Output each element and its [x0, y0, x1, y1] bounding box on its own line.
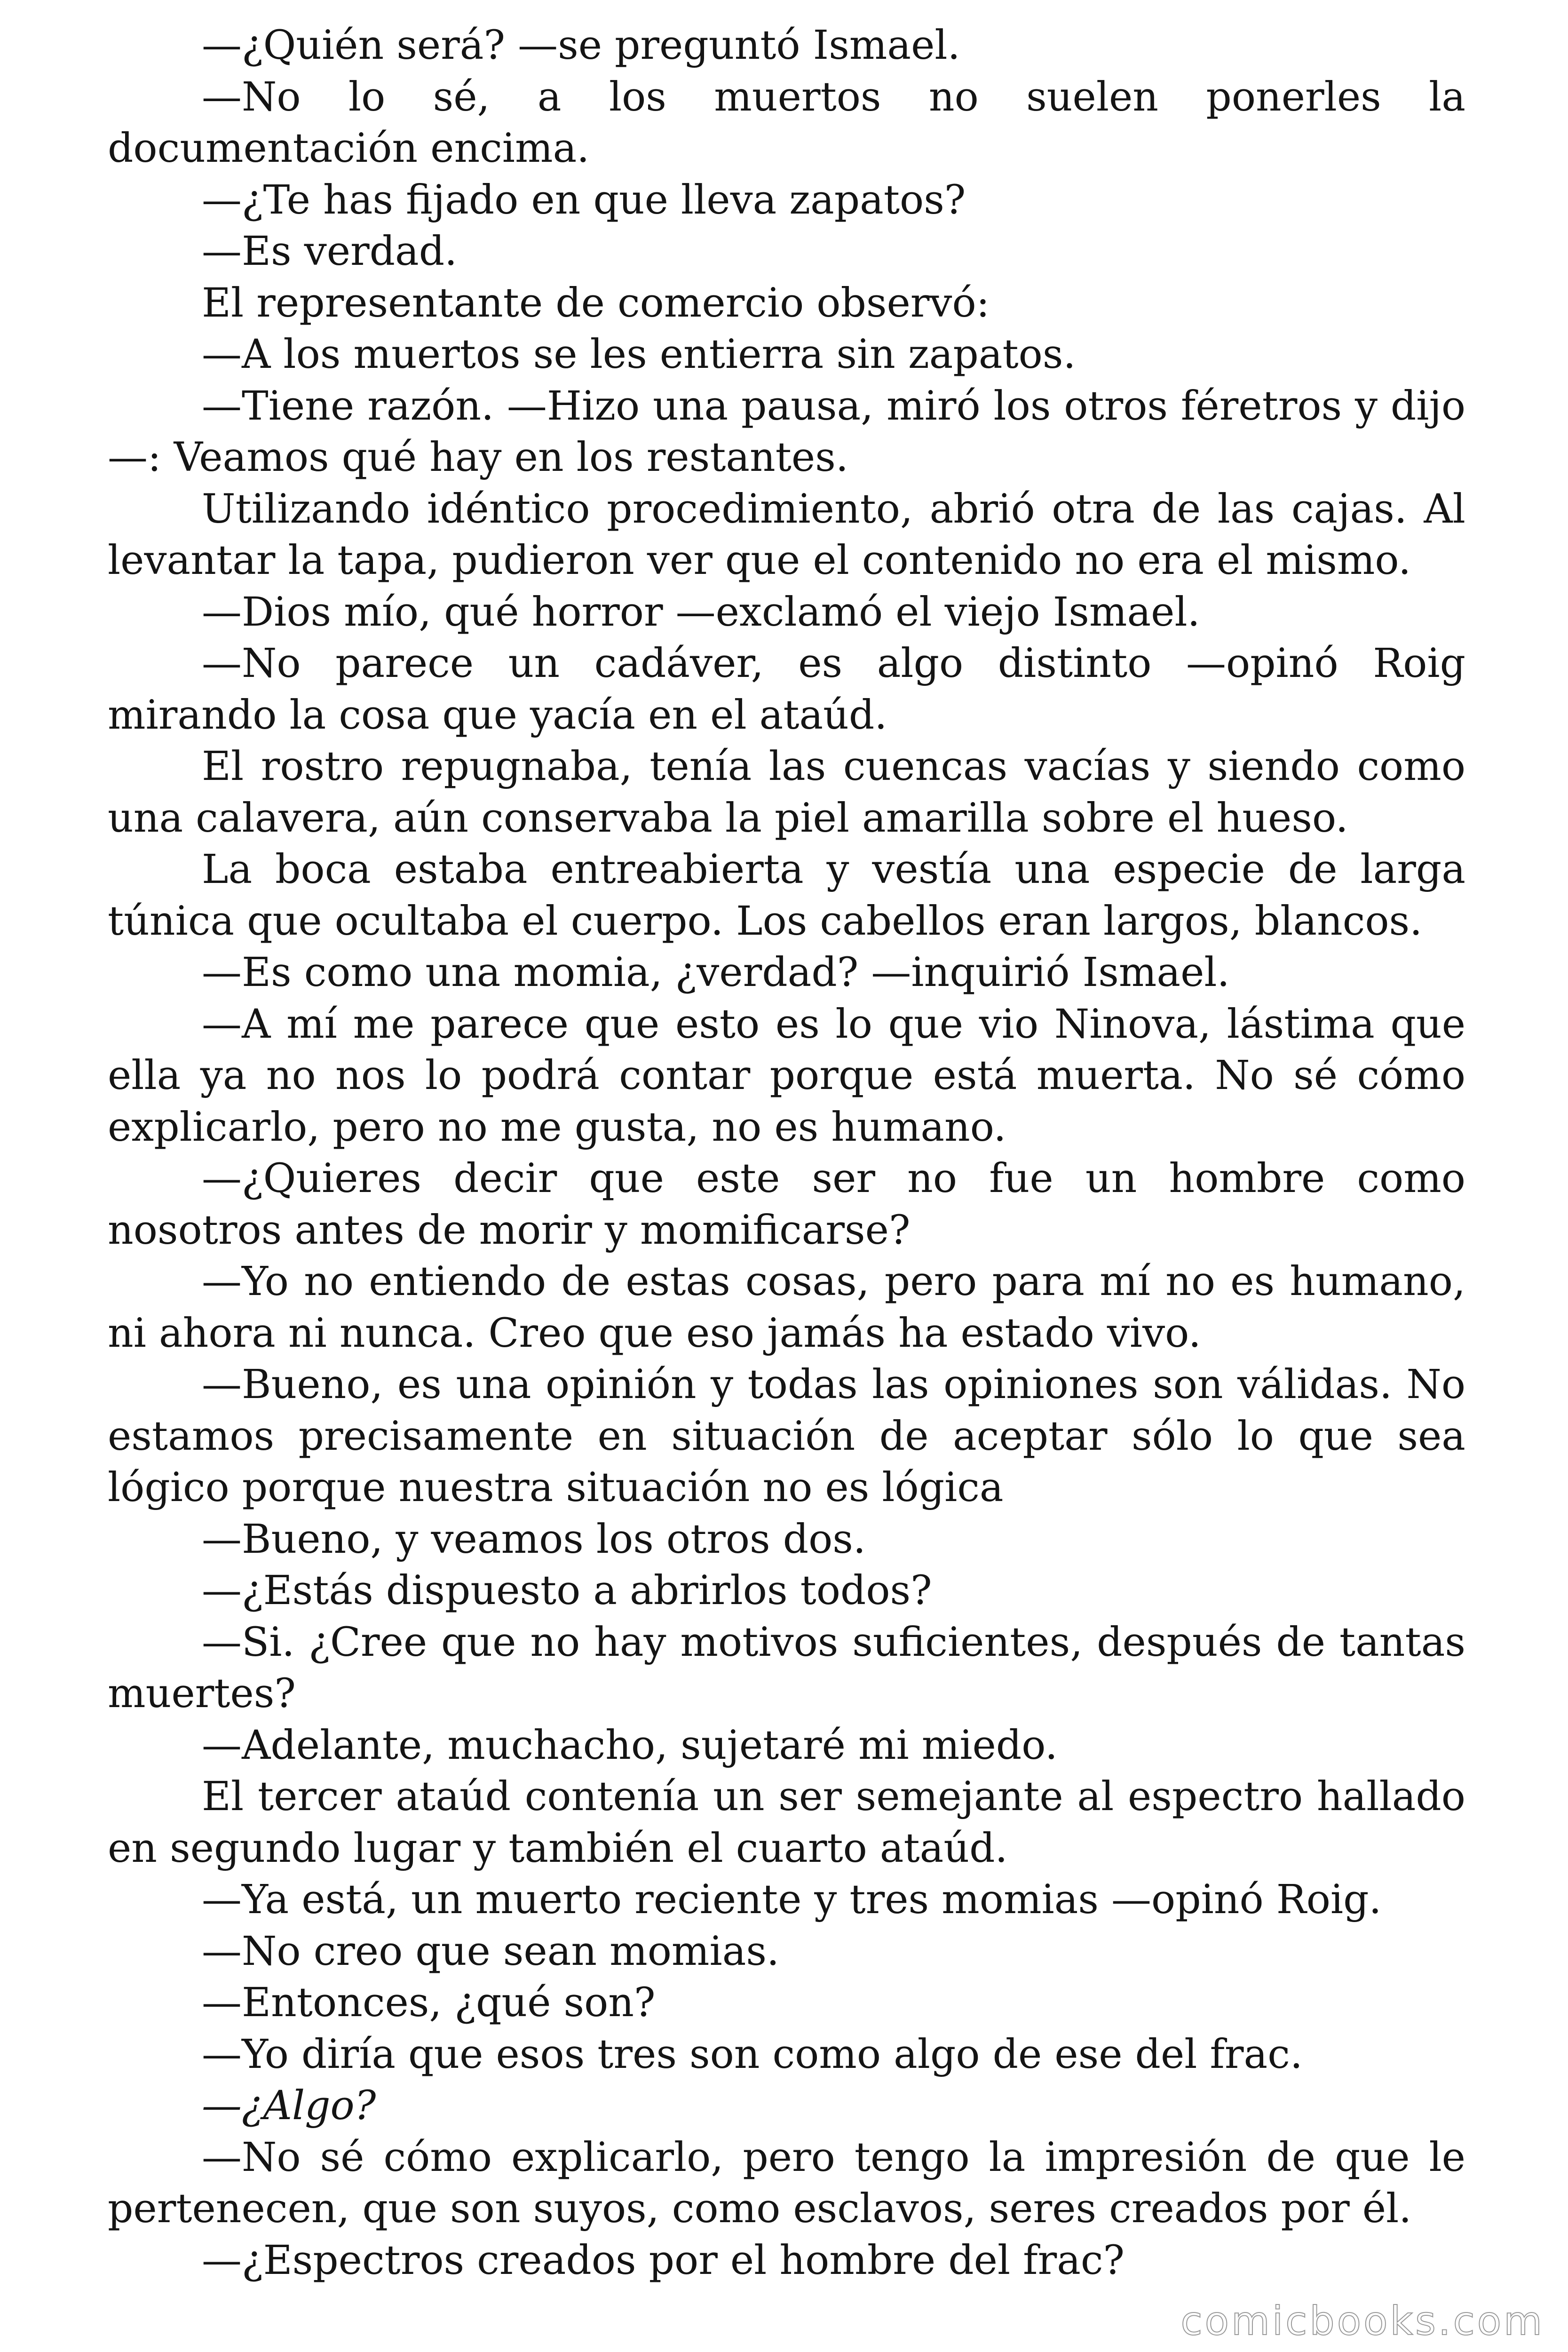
- paragraph: —Adelante, muchacho, sujetaré mi miedo.: [202, 1722, 1058, 1769]
- paragraph: El tercer ataúd contenía un ser semejante al espectro hallado en segundo lugar y también el cuarto ataúd.: [108, 1773, 1465, 1872]
- paragraph: —A mí me parece que esto es lo que vio Ninova, lástima que ella ya no nos lo podrá contar porque está muerta. No sé cómo explicarlo, pero no me gusta, no es humano.: [108, 1001, 1465, 1151]
- paragraph: —Si. ¿Cree que no hay motivos suficientes, después de tantas muertes?: [108, 1619, 1465, 1717]
- paragraph: —Ya está, un muerto reciente y tres momias —opinó Roig.: [202, 1876, 1382, 1923]
- paragraph: El rostro repugnaba, tenía las cuencas vacías y siendo como una calavera, aún conservaba la piel amarilla sobre el hueso.: [108, 743, 1465, 842]
- paragraph: —No lo sé, a los muertos no suelen ponerles la documentación encima.: [108, 73, 1465, 172]
- paragraph: —Tiene razón. —Hizo una pausa, miró los otros féretros y dijo—: Veamos qué hay en los restantes.: [108, 382, 1465, 481]
- paragraph: —Es verdad.: [202, 228, 458, 275]
- paragraph: —Es como una momia, ¿verdad? —inquirió Ismael.: [202, 949, 1230, 996]
- paragraph: El representante de comercio observó:: [202, 279, 990, 326]
- paragraph: —Yo no entiendo de estas cosas, pero para mí no es humano, ni ahora ni nunca. Creo que eso jamás ha estado vivo.: [108, 1258, 1465, 1357]
- paragraph: —A los muertos se les entierra sin zapatos.: [202, 331, 1076, 378]
- paragraph: —No parece un cadáver, es algo distinto —opinó Roig mirando la cosa que yacía en el ataúd.: [108, 640, 1465, 739]
- paragraph: —¿Quién será? —se preguntó Ismael.: [202, 22, 960, 69]
- paragraph: —¿Espectros creados por el hombre del frac?: [202, 2237, 1125, 2284]
- paragraph: —No sé cómo explicarlo, pero tengo la impresión de que le pertenecen, que son suyos, como esclavos, seres creados por él.: [108, 2134, 1465, 2232]
- paragraph-italic: —¿Algo?: [202, 2082, 376, 2129]
- paragraph: —Entonces, ¿qué son?: [202, 1979, 656, 2026]
- paragraph: —No creo que sean momias.: [202, 1928, 780, 1975]
- paragraph: —Bueno, y veamos los otros dos.: [202, 1516, 866, 1563]
- paragraph: La boca estaba entreabierta y vestía una especie de larga túnica que ocultaba el cuerpo. Los cabellos eran largos, blancos.: [108, 846, 1465, 945]
- paragraph: —¿Quieres decir que este ser no fue un hombre como nosotros antes de morir y momificarse?: [108, 1155, 1465, 1254]
- paragraph: —Dios mío, qué horror —exclamó el viejo Ismael.: [202, 588, 1200, 636]
- watermark: comicbooks.com: [1180, 2298, 1544, 2344]
- paragraph: —Bueno, es una opinión y todas las opiniones son válidas. No estamos precisamente en situación de aceptar sólo lo que sea lógico porque nuestra situación no es lógica: [108, 1361, 1465, 1511]
- paragraph: —¿Estás dispuesto a abrirlos todos?: [202, 1567, 932, 1614]
- page-body: [108, 20, 1465, 2286]
- paragraph: —¿Te has fijado en que lleva zapatos?: [202, 176, 966, 223]
- paragraph: —Yo diría que esos tres son como algo de ese del frac.: [202, 2031, 1303, 2078]
- paragraph: Utilizando idéntico procedimiento, abrió otra de las cajas. Al levantar la tapa, pudieron ver que el contenido no era el mismo.: [108, 485, 1465, 584]
